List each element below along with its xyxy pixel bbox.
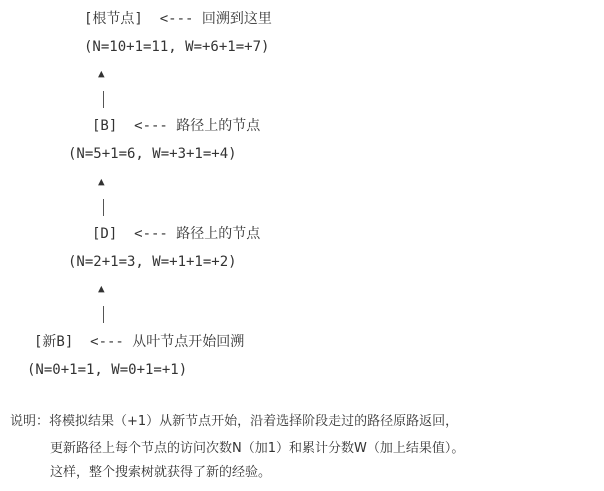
connector-line: [103, 91, 104, 108]
node-b-label: [B] <--- 路径上的节点: [92, 118, 261, 134]
up-arrow-icon: ▲: [98, 175, 105, 188]
explanation-line-2: 更新路径上每个节点的访问次数N（加1）和累计分数W（加上结果值）。: [50, 441, 465, 456]
connector-line: [103, 199, 104, 216]
explanation-line-1: 说明：将模拟结果（+1）从新节点开始，沿着选择阶段走过的路径原路返回，: [10, 414, 459, 429]
node-d-stats: (N=2+1=3, W=+1+1=+2): [68, 254, 237, 270]
root-node-label: [根节点] <--- 回溯到这里: [84, 11, 272, 27]
node-b-stats: (N=5+1=6, W=+3+1=+4): [68, 146, 237, 162]
node-d-label: [D] <--- 路径上的节点: [92, 226, 261, 242]
explanation-line-3: 这样，整个搜索树就获得了新的经验。: [50, 465, 272, 480]
up-arrow-icon: ▲: [98, 282, 105, 295]
root-node-stats: (N=10+1=11, W=+6+1=+7): [84, 39, 270, 55]
up-arrow-icon: ▲: [98, 67, 105, 80]
connector-line: [103, 306, 104, 323]
node-new-b-stats: (N=0+1=1, W=0+1=+1): [27, 362, 188, 378]
node-new-b-label: [新B] <--- 从叶节点开始回溯: [34, 334, 245, 350]
